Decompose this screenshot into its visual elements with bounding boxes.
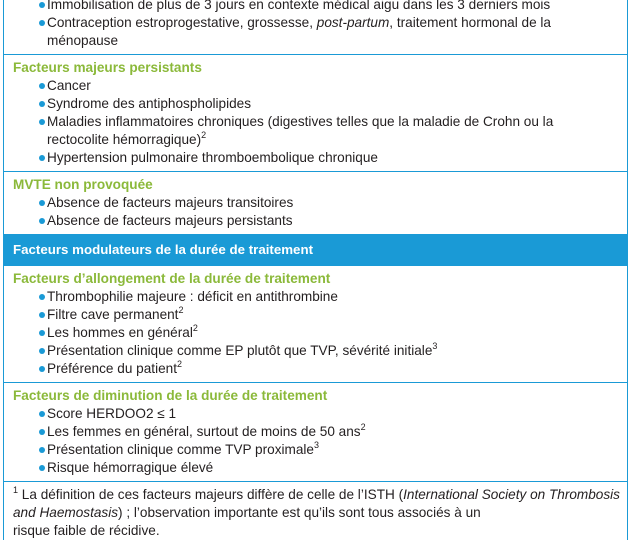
list-item xyxy=(13,342,621,360)
item-text: Les femmes en général, surtout de moins de 50 ans xyxy=(47,424,361,439)
footnote-text: risque faible de récidive. xyxy=(13,523,160,538)
list-item: Cancer xyxy=(13,77,621,95)
footnote-number: 1 xyxy=(13,485,19,495)
item-text: Présentation clinique comme EP plutôt que TVP, sévérité initiale xyxy=(47,343,433,358)
list-item xyxy=(13,14,621,32)
list-item xyxy=(13,405,621,423)
transient-factors-list xyxy=(13,0,621,50)
item-emphasis: post-partum xyxy=(316,15,390,30)
list-item: Absence de facteurs majeurs persistants xyxy=(13,212,621,230)
shortening-list xyxy=(13,405,621,477)
section-heading: MVTE non provoquée xyxy=(13,177,153,192)
lengthening-list xyxy=(13,288,621,378)
footnote-ref: 3 xyxy=(432,341,438,351)
item-text: Risque hémorragique élevé xyxy=(47,460,214,475)
list-item-continuation: ménopause xyxy=(47,33,119,48)
unprovoked-list xyxy=(13,194,621,230)
lengthening-section xyxy=(4,266,627,383)
footnote-text: ) ; l’observation importante est qu’ils sont tous associés à un xyxy=(118,505,481,520)
list-item xyxy=(13,306,621,324)
footnote-emphasis: International Society on Thrombosis and Haemostasis xyxy=(13,487,620,520)
item-text: Préférence du patient xyxy=(47,361,177,376)
list-item xyxy=(13,423,621,441)
footnote xyxy=(4,482,627,540)
section-heading: Facteurs d’allongement de la durée de traitement xyxy=(13,271,331,286)
transient-factors-section xyxy=(4,0,627,55)
list-item xyxy=(13,360,621,378)
item-text: Thrombophilie majeure : déficit en antithrombine xyxy=(47,289,338,304)
list-item: Immobilisation de plus de 3 jours en contexte médical aigu dans les 3 derniers mois xyxy=(13,0,621,14)
item-text: , traitement hormonal de la xyxy=(389,15,551,30)
risk-factors-table xyxy=(3,0,628,540)
item-text: rectocolite hémorragique) xyxy=(47,132,202,147)
item-text: Score HERDOO2 ≤ 1 xyxy=(47,406,177,421)
list-item: Maladies inflammatoires chroniques (digestives telles que la maladie de Crohn ou la xyxy=(13,113,621,131)
item-text: Filtre cave permanent xyxy=(47,307,179,322)
persistent-factors-section xyxy=(4,55,627,172)
list-item: Absence de facteurs majeurs transitoires xyxy=(13,194,621,212)
footnote-ref: 3 xyxy=(313,440,319,450)
footnote-ref: 2 xyxy=(178,305,184,315)
list-item xyxy=(13,288,621,306)
list-item xyxy=(13,459,621,477)
persistent-factors-list xyxy=(13,77,621,167)
list-item xyxy=(13,324,621,342)
list-item-continuation xyxy=(13,131,621,149)
list-item: Hypertension pulmonaire thromboembolique chronique xyxy=(13,149,621,167)
item-text: Présentation clinique comme TVP proximale xyxy=(47,442,314,457)
section-heading: Facteurs de diminution de la durée de traitement xyxy=(13,388,328,403)
footnote-ref: 2 xyxy=(192,323,198,333)
section-heading: Facteurs majeurs persistants xyxy=(13,60,202,75)
footnote-ref: 2 xyxy=(201,130,207,140)
list-item: Syndrome des antiphospholipides xyxy=(13,95,621,113)
modulating-factors-band: Facteurs modulateurs de la durée de traitement xyxy=(4,235,627,266)
shortening-section xyxy=(4,383,627,482)
item-text: Contraception estroprogestative, grossesse, xyxy=(47,15,317,30)
unprovoked-section xyxy=(4,172,627,235)
footnote-ref: 2 xyxy=(360,422,366,432)
footnote-text: La définition de ces facteurs majeurs diffère de celle de l’ISTH ( xyxy=(18,487,404,502)
list-item xyxy=(13,441,621,459)
footnote-ref: 2 xyxy=(176,359,182,369)
item-text: Les hommes en général xyxy=(47,325,193,340)
